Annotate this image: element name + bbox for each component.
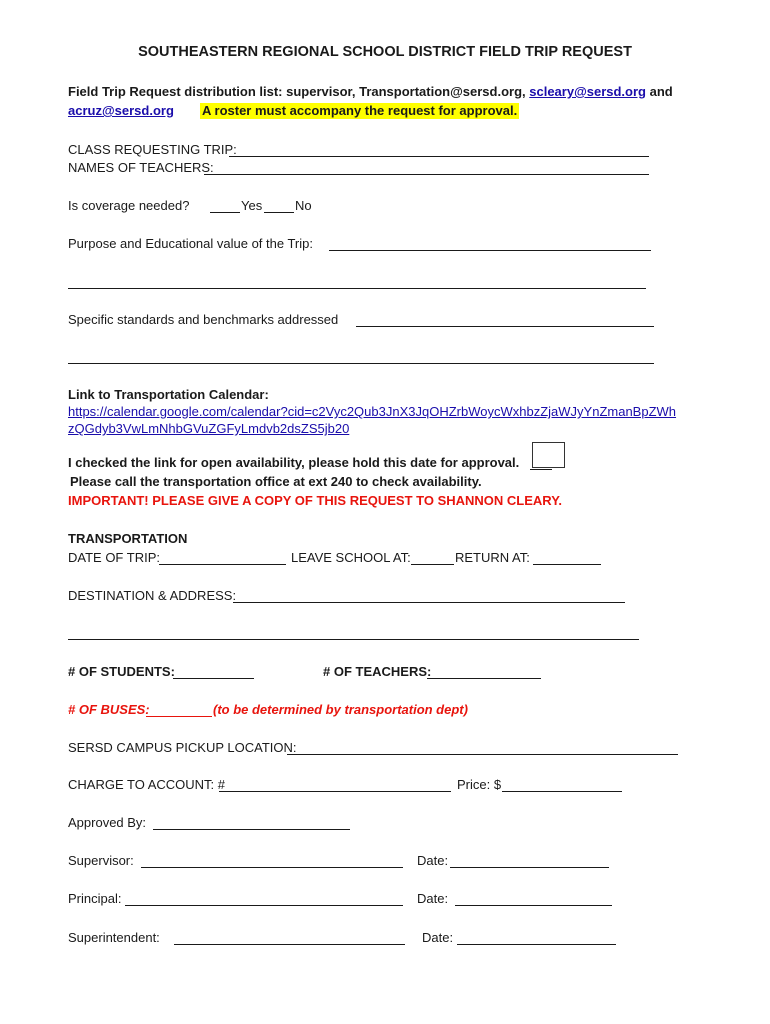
num-students-field[interactable] (173, 678, 254, 679)
buses-note: (to be determined by transportation dept) (213, 702, 468, 717)
num-teachers-field[interactable] (427, 678, 541, 679)
calendar-url-line-2[interactable]: zQGdyb3VwLmNhbGVuZGFyLmdvb2dsZS5jb20 (68, 421, 350, 436)
purpose-label: Purpose and Educational value of the Trip: (68, 236, 313, 251)
purpose-field-line-2[interactable] (68, 288, 646, 289)
price-label: Price: $ (457, 777, 502, 792)
principal-date-label: Date: (417, 891, 449, 906)
distribution-and: and (646, 84, 673, 99)
class-requesting-label: CLASS REQUESTING TRIP: (68, 142, 237, 157)
supervisor-date-field[interactable] (450, 867, 609, 868)
destination-label: DESTINATION & ADDRESS: (68, 588, 237, 603)
num-teachers-label: # OF TEACHERS: (323, 664, 432, 679)
names-of-teachers-field[interactable] (204, 174, 649, 175)
coverage-question: Is coverage needed? (68, 198, 190, 213)
num-buses-field[interactable] (146, 716, 212, 717)
leave-school-label: LEAVE SCHOOL AT: (291, 550, 411, 565)
distribution-prefix: Field Trip Request distribution list: supervisor, Transportation@sersd.org, (68, 84, 530, 99)
coverage-yes-field[interactable] (210, 212, 240, 213)
charge-account-field[interactable] (219, 791, 451, 792)
approved-by-label: Approved By: (68, 815, 147, 830)
destination-field-line-2[interactable] (68, 639, 639, 640)
supervisor-field[interactable] (141, 867, 403, 868)
principal-label: Principal: (68, 891, 122, 906)
email-scleary-link[interactable]: scleary@sersd.org (529, 84, 646, 99)
calendar-url-line-1[interactable]: https://calendar.google.com/calendar?cid=c2Vyc2Qub3JnX3JqOHZrbWoycWxhbzZjaWJyYnZmanBpZWh (68, 404, 677, 419)
class-requesting-field[interactable] (229, 156, 649, 157)
distribution-line-2 (68, 103, 174, 119)
date-of-trip-field[interactable] (159, 564, 286, 565)
price-field[interactable] (502, 791, 622, 792)
principal-field[interactable] (125, 905, 403, 906)
return-at-label: RETURN AT: (455, 550, 530, 565)
coverage-yes-label: Yes (241, 198, 263, 213)
date-of-trip-label: DATE OF TRIP: (68, 550, 160, 565)
standards-field[interactable] (356, 326, 654, 327)
names-of-teachers-label: NAMES OF TEACHERS: (68, 160, 214, 175)
distribution-line (68, 84, 673, 100)
availability-checkbox[interactable] (532, 442, 565, 468)
coverage-no-label: No (295, 198, 312, 213)
coverage-no-field[interactable] (264, 212, 294, 213)
purpose-field[interactable] (329, 250, 651, 251)
return-at-field[interactable] (533, 564, 601, 565)
num-students-label: # OF STUDENTS: (68, 664, 175, 679)
supervisor-label: Supervisor: (68, 853, 134, 868)
standards-field-line-2[interactable] (68, 363, 654, 364)
superintendent-label: Superintendent: (68, 930, 160, 945)
call-transport-text: Please call the transportation office at ext 240 to check availability. (70, 474, 482, 489)
approved-by-field[interactable] (153, 829, 350, 830)
transportation-heading: TRANSPORTATION (68, 531, 188, 546)
email-acruz-link[interactable]: acruz@sersd.org (68, 103, 174, 118)
num-buses-label: # OF BUSES: (68, 702, 150, 717)
pickup-label: SERSD CAMPUS PICKUP LOCATION: (68, 740, 297, 755)
superintendent-date-field[interactable] (457, 944, 616, 945)
principal-date-field[interactable] (455, 905, 612, 906)
checked-availability-text: I checked the link for open availability, please hold this date for approval. (68, 455, 520, 470)
standards-label: Specific standards and benchmarks addressed (68, 312, 339, 327)
supervisor-date-label: Date: (417, 853, 449, 868)
roster-note: A roster must accompany the request for approval. (202, 103, 518, 118)
form-title: SOUTHEASTERN REGIONAL SCHOOL DISTRICT FIELD TRIP REQUEST (138, 44, 632, 60)
destination-field[interactable] (233, 602, 625, 603)
leave-school-field[interactable] (411, 564, 454, 565)
pickup-field[interactable] (287, 754, 678, 755)
superintendent-field[interactable] (174, 944, 405, 945)
superintendent-date-label: Date: (422, 930, 454, 945)
important-notice: IMPORTANT! PLEASE GIVE A COPY OF THIS REQUEST TO SHANNON CLEARY. (68, 493, 563, 508)
checked-availability-line (530, 469, 552, 470)
calendar-label: Link to Transportation Calendar: (68, 387, 269, 402)
charge-account-label: CHARGE TO ACCOUNT: # (68, 777, 225, 792)
